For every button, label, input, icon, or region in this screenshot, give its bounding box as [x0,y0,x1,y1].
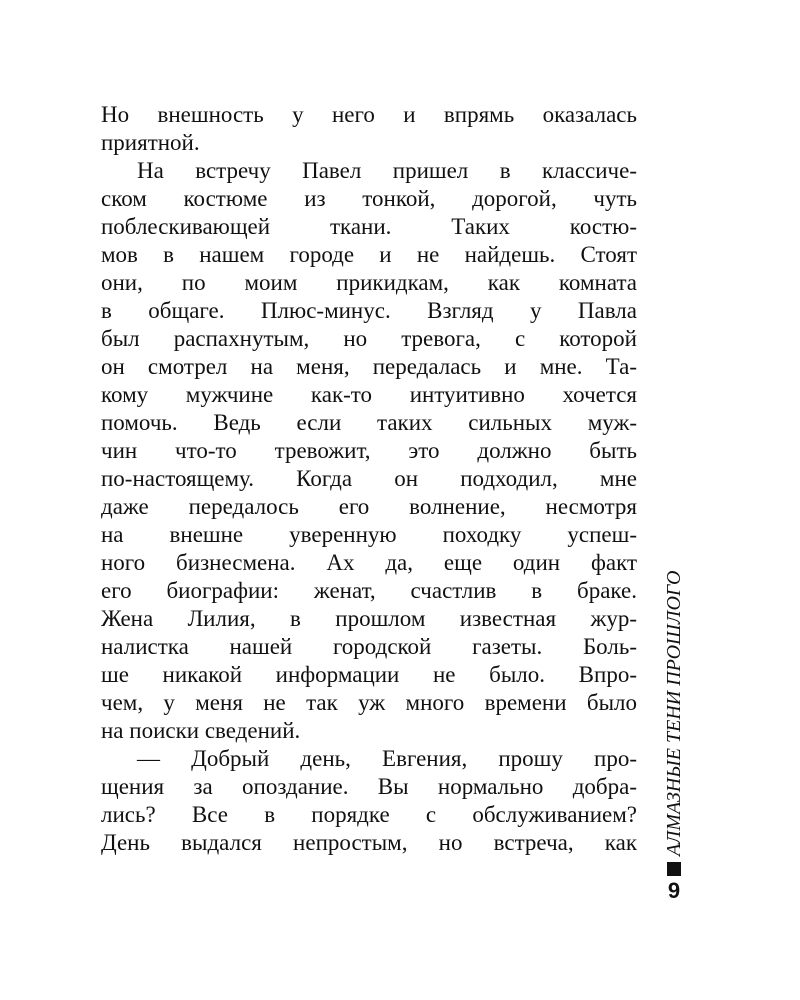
running-title [654,570,694,876]
text-line: щения за опоздание. Вы нормально добра- [101,774,637,799]
text-line: День выдался непростым, но встреча, как [101,830,637,855]
text-line: чин что-то тревожит, это должно быть [101,438,637,463]
text-line: Но внешность у него и впрямь оказалась [101,102,637,127]
text-line: На встречу Павел пришел в классиче- [137,158,637,183]
text-line: налистка нашей городской газеты. Боль- [101,634,637,659]
text-line: на внешне уверенную походку успеш- [101,522,637,547]
page-number: 9 [667,878,681,903]
text-line: в общаге. Плюс-минус. Взгляд у Павла [101,298,637,323]
text-line: он смотрел на меня, передалась и мне. Та- [101,354,637,379]
body-text [101,101,637,857]
text-line: его биографии: женат, счастлив в браке. [101,578,637,603]
text-line: даже передалось его волнение, несмотря [101,494,637,519]
text-line: Жена Лилия, в прошлом известная жур- [101,606,637,631]
text-line: мов в нашем городе и не найдешь. Стоят [101,242,637,267]
square-marker-icon [667,862,681,876]
text-line: по-настоящему. Когда он подходил, мне [101,466,637,491]
text-line: — Добрый день, Евгения, прошу про- [137,746,637,771]
text-line: приятной. [101,130,200,155]
text-line: поблескивающей ткани. Таких костю- [101,214,637,239]
text-line: ного бизнесмена. Ах да, еще один факт [101,550,637,575]
text-line: чем, у меня не так уж много времени было [101,690,637,715]
text-line: кому мужчине как-то интуитивно хочется [101,382,637,407]
text-line: ском костюме из тонкой, дорогой, чуть [101,186,637,211]
text-line: они, по моим прикидкам, как комната [101,270,637,295]
text-line: помочь. Ведь если таких сильных муж- [101,410,637,435]
text-line: лись? Все в порядке с обслуживанием? [101,802,637,827]
text-line: ше никакой информации не было. Впро- [101,662,637,687]
running-title-text: АЛМАЗНЫЕ ТЕНИ ПРОШЛОГО [662,570,685,856]
text-line: на поиски сведений. [101,718,301,743]
text-line: был распахнутым, но тревога, с которой [101,326,637,351]
